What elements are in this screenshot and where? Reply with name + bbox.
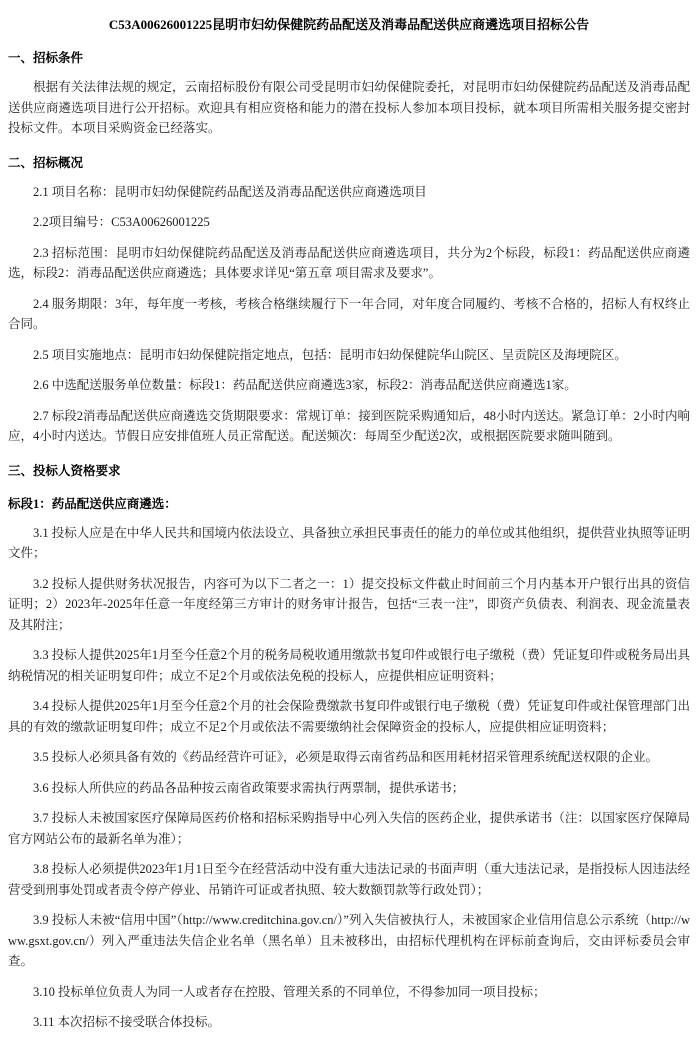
lot-subheading: 标段1：药品配送供应商遴选： xyxy=(8,496,177,511)
paragraph: 3.7 投标人未被国家医疗保障局医药价格和招标采购指导中心列入失信的医药企业，提供承诺书（注：以国家医疗保障局官方网站公布的最新名单为准）； xyxy=(8,811,690,846)
paragraph: 2.6 中选配送服务单位数量：标段1：药品配送供应商遴选3家，标段2：消毒品配送供应商遴选1家。 xyxy=(33,378,577,392)
document-title: C53A00626001225昆明市妇幼保健院药品配送及消毒品配送供应商遴选项目招标公告 xyxy=(108,17,590,32)
paragraph: 2.3 招标范围：昆明市妇幼保健院药品配送及消毒品配送供应商遴选项目，共分为2个标段，标段1：药品配送供应商遴选，标段2：消毒品配送供应商遴选；具体要求详见“第五章 项目需求及要求”。 xyxy=(8,245,690,280)
paragraph: 2.4 服务期限：3年，每年度一考核，考核合格继续履行下一年合同，对年度合同履约、考核不合格的，招标人有权终止合同。 xyxy=(8,296,690,331)
paragraph: 2.1 项目名称：昆明市妇幼保健院药品配送及消毒品配送供应商遴选项目 xyxy=(33,184,427,199)
paragraph: 3.4 投标人提供2025年1月至今任意2个月的社会保险费缴款书复印件或银行电子缴税（费）凭证复印件或社保管理部门出具的有效的缴款证明复印件；成立不足2个月或依法不需要缴纳社会保障资金的投标人，应提供相应证明资料； xyxy=(8,699,690,734)
paragraph: 3.9 投标人未被“信用中国”（http://www.creditchina.gov.cn/）”列入失信被执行人，未被国家企业信用信息公示系统（http://www.gsxt.gov.cn/）列入严重违法失信企业名单（黑名单）且未被移出，由招标代理机构在评标前查询后，交由评标委员会审查。 xyxy=(8,913,690,968)
paragraph: 3.5 投标人必须具备有效的《药品经营许可证》，必须是取得云南省药品和医用耗材招采管理系统配送权限的企业。 xyxy=(33,750,659,764)
paragraph: 3.3 投标人提供2025年1月至今任意2个月的税务局税收通用缴款书复印件或银行电子缴税（费）凭证复印件或税务局出具纳税情况的相关证明复印件；成立不足2个月或依法免税的投标人，应提供相应证明资料； xyxy=(8,648,690,683)
paragraph: 3.8 投标人必须提供2023年1月1日至今在经营活动中没有重大违法记录的书面声明（重大违法记录，是指投标人因违法经营受到刑事处罚或者责令停产停业、吊销许可证或者执照、较大数额罚款等行政处罚）； xyxy=(8,862,690,897)
paragraph: 2.2项目编号：C53A00626001225 xyxy=(33,215,210,229)
paragraph: 3.11 本次招标不接受联合体投标。 xyxy=(33,1015,221,1029)
paragraph: 根据有关法律法规的规定，云南招标股份有限公司受昆明市妇幼保健院委托，对昆明市妇幼保健院药品配送及消毒品配送供应商遴选项目进行公开招标。欢迎具有相应资格和能力的潜在投标人参加本项目投标，就本项目所需相关服务提交密封投标文件。本项目采购资金已经落实。 xyxy=(8,80,690,135)
paragraph: 3.6 投标人所供应的药品各品种按云南省政策要求需执行两票制，提供承诺书； xyxy=(33,780,465,795)
section-heading: 一、招标条件 xyxy=(8,51,84,65)
section-heading: 三、投标人资格要求 xyxy=(8,463,121,478)
paragraph: 3.1 投标人应是在中华人民共和国境内依法设立、具备独立承担民事责任的能力的单位或其他组织，提供营业执照等证明文件； xyxy=(8,525,690,560)
paragraph: 3.10 投标单位负责人为同一人或者存在控股、管理关系的不同单位，不得参加同一项目投标； xyxy=(33,984,546,999)
document-body xyxy=(8,49,690,1033)
paragraph: 2.5 项目实施地点：昆明市妇幼保健院指定地点，包括：昆明市妇幼保健院华山院区、呈贡院区及海埂院区。 xyxy=(33,347,627,362)
section-heading: 二、招标概况 xyxy=(8,155,84,170)
paragraph: 2.7 标段2消毒品配送供应商遴选交货期限要求：常规订单：接到医院采购通知后，48小时内送达。紧急订单：2小时内响应，4小时内送达。节假日应安排值班人员正常配送。配送频次：每周至少配送2次，或根据医院要求随叫随到。 xyxy=(8,408,690,443)
paragraph: 3.2 投标人提供财务状况报告，内容可为以下二者之一：1）提交投标文件截止时间前三个月内基本开户银行出具的资信证明；2）2023年-2025年任意一年度经第三方审计的财务审计报告，包括“三表一注”，即资产负债表、利润表、现金流量表及其附注； xyxy=(8,576,690,632)
